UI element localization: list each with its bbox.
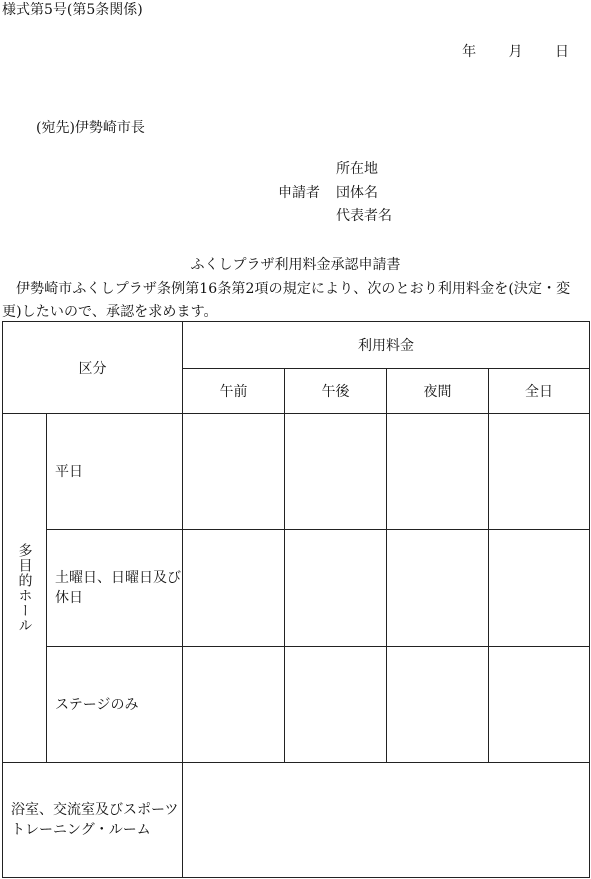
document-body-text: 伊勢崎市ふくしプラザ条例第16条第2項の規定により、次のとおり利用料金を(決定・変更)したいので、承認を求めます。 [2,281,571,320]
location-field-label: 所在地 [336,161,378,177]
date-year-label: 年 [462,44,477,60]
column-afternoon: 午後 [285,369,387,414]
date-line [462,45,569,59]
fee-cell[interactable] [183,414,285,530]
document-title: ふくしプラザ利用料金承認申請書 [190,257,401,273]
date-day-label: 日 [555,44,569,60]
fee-cell[interactable] [489,647,590,763]
row-label-stage-only: ステージのみ [47,647,183,763]
applicant-label: 申請者 [278,185,320,201]
column-morning: 午前 [183,369,285,414]
row-label-weekday: 平日 [47,414,183,530]
fee-cell[interactable] [285,647,387,763]
fee-cell[interactable] [489,414,590,530]
fee-cell[interactable] [387,647,489,763]
fee-cell[interactable] [489,530,590,647]
hall-label-cell [3,414,47,763]
fee-cell[interactable] [285,530,387,647]
fee-cell[interactable] [183,763,590,878]
fee-cell[interactable] [387,530,489,647]
fee-header: 利用料金 [183,322,590,369]
table-row [3,530,590,647]
fee-cell[interactable] [387,414,489,530]
form-number: 様式第5号(第5条関係) [2,2,143,18]
fee-table [2,321,590,878]
column-full-day: 全日 [489,369,590,414]
row-label-other-facilities: 浴室、交流室及びスポーツトレーニング・ルーム [3,763,183,878]
organization-field-label: 団体名 [336,185,378,201]
fee-cell[interactable] [183,530,285,647]
date-month-label: 月 [508,44,523,60]
category-header: 区分 [3,322,183,414]
fee-cell[interactable] [183,647,285,763]
table-row [3,414,590,530]
hall-label: 多目的ホール [16,543,33,633]
row-label-weekend: 土曜日、日曜日及び休日 [47,530,183,647]
column-night: 夜間 [387,369,489,414]
table-row [3,763,590,878]
addressee: (宛先)伊勢崎市長 [36,120,145,136]
representative-field-label: 代表者名 [336,208,392,224]
table-header-row [3,322,590,369]
fee-cell[interactable] [285,414,387,530]
table-row [3,647,590,763]
